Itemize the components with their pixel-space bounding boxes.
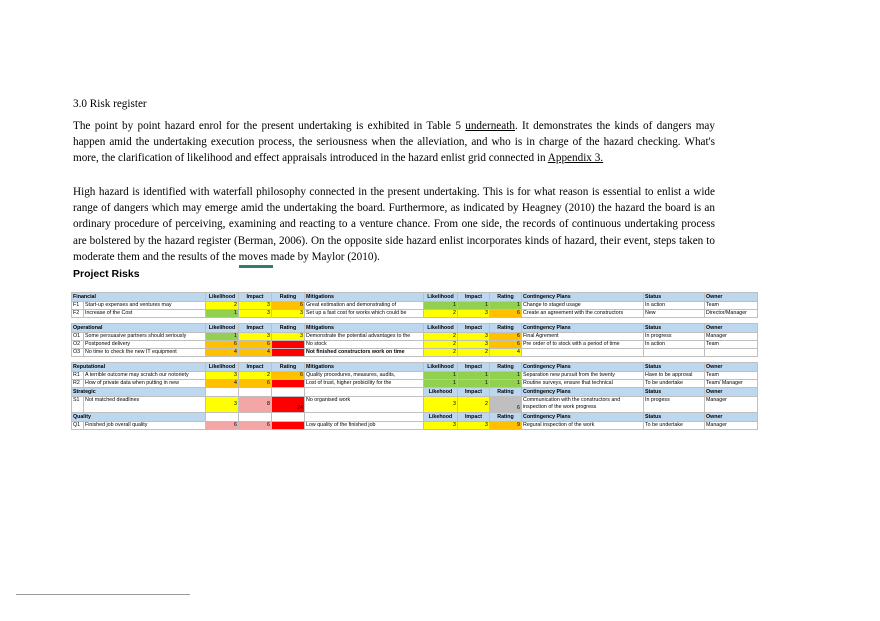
owner: Team [705,302,758,310]
col-likelihood: Likelihood [206,293,239,302]
section-label: Reputational [72,363,206,372]
col-contingency: Contingency Plans [522,324,644,333]
contingency: Pre order of to stock with a period of time [522,341,644,349]
section-header-reputational [72,363,758,372]
col-contingency: Contingency Plans [522,293,644,302]
status: To be undertake [644,380,705,388]
contingency [522,349,644,357]
status: In action [644,341,705,349]
col-likelihood-after: Likelihood [424,293,458,302]
mitigation: Lost of trust, higher probicility for the [305,380,424,388]
rating-after: 6 [490,310,522,318]
owner: Team/ Manager [705,380,758,388]
contingency: Final Agrement [522,333,644,341]
likelihood: 4 [206,380,239,388]
owner: Team [705,341,758,349]
contingency: Routine surveys, ensure that technical [522,380,644,388]
col-mitigations: Mitigations [305,363,424,372]
rating-after: 6 [490,397,522,413]
col-rating-after: Rating [490,413,522,422]
risk-id: R1 [72,372,84,380]
table-row [72,372,758,380]
col-status: Status [644,413,705,422]
impact-after: 3 [458,310,490,318]
col-impact-after: Impact [458,363,490,372]
mitigation: Great estimation and demonstrating of [305,302,424,310]
col-impact-after: Impact [458,413,490,422]
likelihood-after: 2 [424,349,458,357]
p1-text-before: The point by point hazard enrol for the present undertaking is exhibited in Table 5 [73,120,466,132]
impact: 3 [239,310,272,318]
col-impact: Impact [239,363,272,372]
risk-id: F1 [72,302,84,310]
table-row [72,397,758,413]
rating-after: 1 [490,302,522,310]
table-row [72,310,758,318]
likelihood-after: 3 [424,422,458,430]
impact: 4 [239,349,272,357]
rating-after: 6 [490,333,522,341]
section-label: Financial [72,293,206,302]
link-appendix-3[interactable]: Appendix 3. [547,152,604,165]
rating: 3 [272,310,305,318]
risk-description: Increase of the Cost [84,310,206,318]
col-rating-after: Rating [490,293,522,302]
likelihood: 6 [206,422,239,430]
status: In progess [644,397,705,413]
rating [272,422,305,430]
risk-id: O1 [72,333,84,341]
impact-after: 3 [458,333,490,341]
owner: Manager [705,333,758,341]
header-accent-mark [239,265,273,268]
likelihood-after: 3 [424,397,458,413]
impact: 6 [239,422,272,430]
mitigation: Not finished constructors work on time [305,349,424,357]
link-underneath[interactable]: underneath [465,120,515,132]
col-owner: Owner [705,388,758,397]
table-row [72,302,758,310]
rating [272,349,305,357]
owner: Manager [705,397,758,413]
likelihood-after: 2 [424,310,458,318]
col-contingency: Contingency Plans [522,413,644,422]
mitigation: Set up a fast cost for works which could be [305,310,424,318]
section-label: Operational [72,324,206,333]
risk-description: No time to check the new IT equipment [84,349,206,357]
contingency: Regural inspection of the work [522,422,644,430]
table-row [72,349,758,357]
table-row [72,341,758,349]
impact-after: 2 [458,397,490,413]
col-impact: Impact [239,293,272,302]
section-header-financial [72,293,758,302]
section-label: Quality [72,413,206,422]
impact: 6 [239,380,272,388]
likelihood-after: 2 [424,333,458,341]
rating [272,341,305,349]
col-status: Status [644,363,705,372]
risk-description: Finished job overall quality [84,422,206,430]
mitigation: Low quality of the finished job [305,422,424,430]
section-header-quality [72,413,758,422]
rating-after: 1 [490,380,522,388]
col-contingency: Contingency Plans [522,363,644,372]
contingency: Change to staged usage [522,302,644,310]
status: In progress [644,333,705,341]
likelihood: 2 [206,302,239,310]
col-contingency: Contingency Plans [522,388,644,397]
status: In action [644,302,705,310]
impact: 3 [239,302,272,310]
col-rating: Rating [272,324,305,333]
risk-description: Not matched deadlines [84,397,206,413]
col-rating-after: Rating [490,324,522,333]
col-impact-after: Impact [458,324,490,333]
impact: 8 [239,397,272,413]
mitigation: Quality procedures, measures, audits, [305,372,424,380]
likelihood: 1 [206,310,239,318]
col-likelihood-after: Likelihood [424,324,458,333]
risk-register-table [71,265,757,437]
risk-id: Q1 [72,422,84,430]
mitigation: Demonstrate the potential advantages to the [305,333,424,341]
likelihood-after: 2 [424,341,458,349]
rating: 6 [272,372,305,380]
col-owner: Owner [705,293,758,302]
impact-after: 3 [458,341,490,349]
rating-after: 6 [490,341,522,349]
col-likelihood: Likelihood [206,324,239,333]
impact-after: 1 [458,380,490,388]
col-mitigations: Mitigations [305,293,424,302]
impact-after: 1 [458,372,490,380]
impact-after: 3 [458,422,490,430]
p1-text-middle: . It demonstrates the kinds of dangers may happen amid the undertaking execution process, the seriousness when the alleviation, and who is in charge of the hazard checking. What's more, the clarification of likelihood and effect appraisals introduced in the hazard enlist grid connected in [73,120,715,165]
rating: 6 [272,302,305,310]
status [644,349,705,357]
likelihood: 1 [206,333,239,341]
owner [705,349,758,357]
owner: Manager [705,422,758,430]
rating [272,380,305,388]
col-status: Status [644,324,705,333]
owner: Director/Manager [705,310,758,318]
col-likelihood: Likelihood [206,363,239,372]
mitigation: No stock [305,341,424,349]
risk-id: O2 [72,341,84,349]
col-impact-after: Impact [458,293,490,302]
risk-description: Postponed delivery [84,341,206,349]
likelihood-after: 1 [424,372,458,380]
risk-description: A terrible outcome may scratch our notoriety [84,372,206,380]
footnote-separator [16,594,190,595]
col-owner: Owner [705,413,758,422]
risk-description: Start-up expenses and ventures may [84,302,206,310]
col-impact-after: Impact [458,388,490,397]
rating-after: 4 [490,349,522,357]
impact: 3 [239,333,272,341]
likelihood: 3 [206,372,239,380]
table-title: Project Risks [73,268,140,280]
likelihood: 3 [206,397,239,413]
rating: 3 [272,333,305,341]
section-header-strategic [72,388,758,397]
col-rating: Rating [272,293,305,302]
risk-description: Some persuasive partners should seriously [84,333,206,341]
col-mitigations: Mitigations [305,324,424,333]
risk-id: S1 [72,397,84,413]
likelihood-after: 1 [424,302,458,310]
status: New [644,310,705,318]
contingency: Communication with the constructors and inspection of the work progress [522,397,644,413]
col-rating: Rating [272,363,305,372]
section-header-operational [72,324,758,333]
likelihood-after: 1 [424,380,458,388]
col-owner: Owner [705,363,758,372]
risk-id: O3 [72,349,84,357]
impact: 6 [239,341,272,349]
impact-after: 1 [458,302,490,310]
risk-id: R2 [72,380,84,388]
rating-after: 9 [490,422,522,430]
risk-description: How of private data when putting in new [84,380,206,388]
rating-after: 1 [490,372,522,380]
col-status: Status [644,388,705,397]
col-impact: Impact [239,324,272,333]
owner: Team [705,372,758,380]
col-status: Status [644,293,705,302]
likelihood: 4 [206,349,239,357]
impact: 2 [239,372,272,380]
col-likelihood-after: Likelihood [424,363,458,372]
mitigation: No organised work [305,397,424,413]
section-label: Strategic [72,388,206,397]
col-rating-after: Rating [490,388,522,397]
status: Have to be approval [644,372,705,380]
section-heading: 3.0 Risk register [73,98,147,110]
risk-id: F2 [72,310,84,318]
table-row [72,380,758,388]
col-owner: Owner [705,324,758,333]
paragraph-intro [73,118,715,167]
col-likehood: Likehood [424,388,458,397]
contingency: Create an agreement with the constructors [522,310,644,318]
table-row [72,333,758,341]
rating: 24 [272,397,305,413]
paragraph-hazard: High hazard is identified with waterfall philosophy connected in the present undertaking. This is for what reason is essential to enlist a wide range of dangers which may emerge amid the undertaking the board. Furthermore, as indicated by Heagney (2010) the hazard the board is an ordinary procedure of perceiving, examining and reacting to a venture chance. From one side, the records of continuous undertaking process are bolstered by the hazard register (Berman, 2006). On the opposite side hazard enlist incorporates kinds of hazard, their event, steps taken to moderate them and the results of the moves made by Maylor (2010). [73,186,715,263]
contingency: Separation new pursuit from the twenty [522,372,644,380]
impact-after: 2 [458,349,490,357]
col-likehood: Likehood [424,413,458,422]
table-row [72,422,758,430]
status: To be undertake [644,422,705,430]
likelihood: 6 [206,341,239,349]
col-rating-after: Rating [490,363,522,372]
